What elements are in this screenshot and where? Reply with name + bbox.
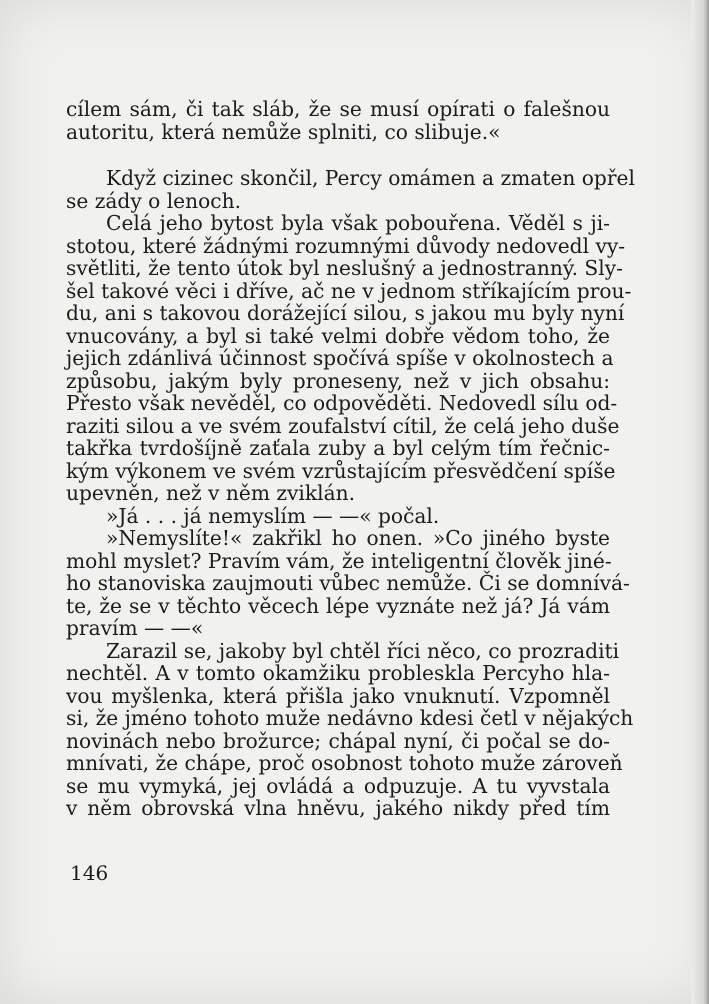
text-line: Přesto však nevěděl, co odpověděti. Nedovedl sílu od-: [66, 391, 618, 415]
text-line: ho stanoviska zaujmouti vůbec nemůže. Či se domnívá-: [66, 571, 630, 595]
text-line: světliti, že tento útok byl neslušný a jednostranný. Sly-: [66, 256, 623, 280]
text-line: si, že jméno tohoto muže nedávno kdesi četl v nějakých: [66, 706, 634, 730]
text-line: takřka tvrdošíjně zaťala zuby a byl celým tím řečnic-: [66, 436, 610, 460]
paragraph-gap: [66, 143, 610, 167]
text-line: vnucovány, a byl si také velmi dobře vědom toho, že: [66, 323, 610, 348]
text-line: novinách nebo brožurce; chápal nyní, či počal se do-: [66, 728, 610, 753]
text-line: autoritu, která nemůže splniti, co slibuje.«: [66, 119, 501, 144]
page-number: 146: [70, 861, 109, 885]
text-line: Zarazil se, jakoby byl chtěl říci něco, co prozraditi: [106, 638, 620, 663]
text-line: upevněn, než v něm zviklán.: [66, 481, 356, 505]
text-line: mohl myslet? Pravím vám, že inteligentní člověk jiné-: [66, 548, 612, 573]
text-line: pravím — —«: [66, 616, 204, 640]
text-line: nechtěl. A v tomto okamžiku probleskla Percyho hla-: [66, 661, 610, 685]
text-line: raziti silou a ve svém zoufalství cítil, že celá jeho duše: [66, 413, 620, 438]
text-line: stotou, které žádnými rozumnými důvody nedovedl vy-: [66, 233, 626, 258]
text-line: cílem sám, či tak sláb, že se musí opírati o falešnou: [66, 97, 610, 121]
text-line: se zády o lenoch.: [66, 188, 241, 213]
text-line: šel takové věci i dříve, ač ne v jednom stříkajícím prou-: [66, 278, 632, 303]
text-line: »Nemyslíte!« zakřikl ho onen. »Co jiného byste: [106, 526, 610, 550]
page-gutter: [691, 0, 709, 1004]
text-line: mnívati, že chápe, proč osobnost tohoto muže zároveň: [66, 751, 623, 775]
text-line: Celá jeho bytost byla však pobouřena. Věděl s ji-: [106, 211, 610, 235]
text-line: Když cizinec skončil, Percy omámen a zmaten opřel: [106, 166, 635, 190]
body-text: [66, 97, 635, 820]
text-line: jejich zdánlivá účinnost spočívá spíše v okolnostech a: [66, 346, 614, 370]
text-line: »Já . . . já nemyslím — —« počal.: [106, 503, 440, 528]
text-line: kým výkonem ve svém vzrůstajícím přesvědčení spíše: [66, 458, 616, 483]
text-line: du, ani s takovou dorážející silou, s jakou mu byly nyní: [66, 301, 625, 325]
text-line: vou myšlenka, která přišla jako vnuknutí. Vzpomněl: [66, 683, 610, 708]
text-line: te, že se v těchto věcech lépe vyznáte než já? Já vám: [66, 593, 610, 618]
text-line: v něm obrovská vlna hněvu, jakého nikdy před tím: [66, 796, 610, 820]
text-line: způsobu, jakým byly proneseny, než v jich obsahu:: [66, 368, 610, 393]
text-line: se mu vymyká, jej ovládá a odpuzuje. A tu vyvstala: [66, 773, 610, 798]
